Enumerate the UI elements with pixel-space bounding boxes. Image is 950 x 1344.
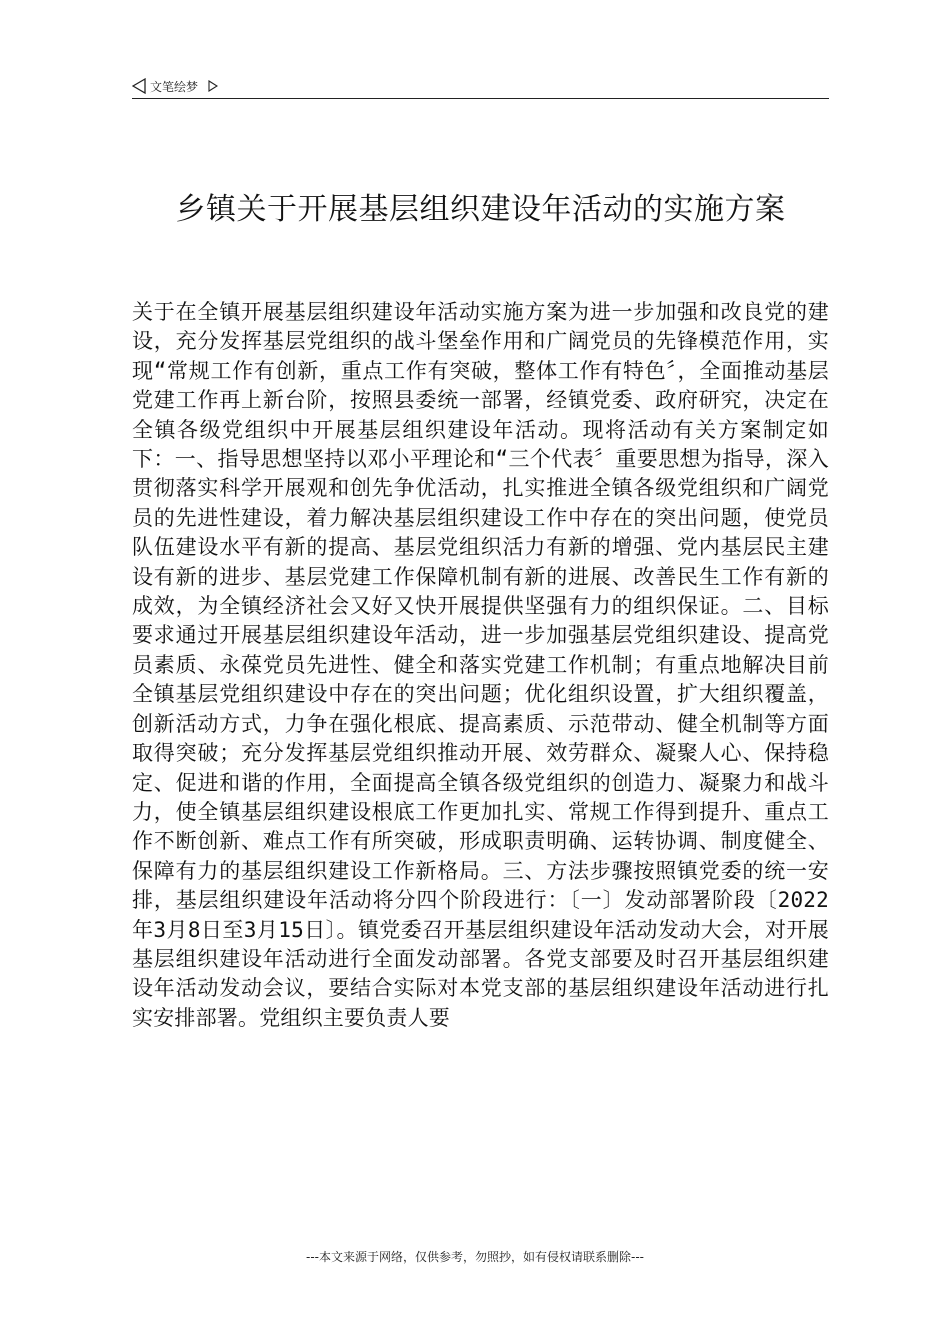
triangle-left-icon bbox=[132, 78, 146, 94]
document-title: 乡镇关于开展基层组织建设年活动的实施方案 bbox=[175, 192, 786, 227]
page-header bbox=[132, 74, 829, 98]
header-brand: 文笔绘梦 bbox=[150, 79, 199, 94]
header-divider bbox=[132, 98, 829, 99]
triangle-right-icon bbox=[208, 80, 218, 92]
footer-disclaimer: ---本文来源于网络，仅供参考，勿照抄，如有侵权请联系删除--- bbox=[306, 1250, 644, 1264]
document-body: 关于在全镇开展基层组织建设年活动实施方案为进一步加强和改良党的建设，充分发挥基层党组织的战斗堡垒作用和广阔党员的先锋模范作用，实现“常规工作有创新，重点工作有突破，整体工作有特色〞，全面推动基层党建工作再上新台阶，按照县委统一部署，经镇党委、政府研究，决定在全镇各级党组织中开展基层组织建设年活动。现将活动有关方案制定如下：一、指导思想坚持以邓小平理论和“三个代表〞重要思想为指导，深入贯彻落实科学开展观和创先争优活动，扎实推进全镇各级党组织和广阔党员的先进性建设，着力解决基层组织建设工作中存在的突出问题，使党员队伍建设水平有新的提高、基层党组织活力有新的增强、党内基层民主建设有新的进步、基层党建工作保障机制有新的进展、改善民生工作有新的成效，为全镇经济社会又好又快开展提供坚强有力的组织保证。二、目标要求通过开展基层组织建设年活动，进一步加强基层党组织建设、提高党员素质、永葆党员先进性、健全和落实党建工作机制；有重点地解决目前全镇基层党组织建设中存在的突出问题；优化组织设置，扩大组织覆盖，创新活动方式，力争在强化根底、提高素质、示范带动、健全机制等方面取得突破；充分发挥基层党组织推动开展、效劳群众、凝聚人心、保持稳定、促进和谐的作用，全面提高全镇各级党组织的创造力、凝聚力和战斗力，使全镇基层组织建设根底工作更加扎实、常规工作得到提升、重点工作不断创新、难点工作有所突破，形成职责明确、运转协调、制度健全、保障有力的基层组织建设工作新格局。三、方法步骤按照镇党委的统一安排，基层组织建设年活动将分四个阶段进行：〔一〕发动部署阶段〔2022年3月8日至3月15日〕。镇党委召开基层组织建设年活动发动大会，对开展基层组织建设年活动进行全面发动部署。各党支部要及时召开基层组织建设年活动发动会议，要结合实际对本党支部的基层组织建设年活动进行扎实安排部署。党组织主要负责人要 bbox=[132, 300, 829, 1030]
